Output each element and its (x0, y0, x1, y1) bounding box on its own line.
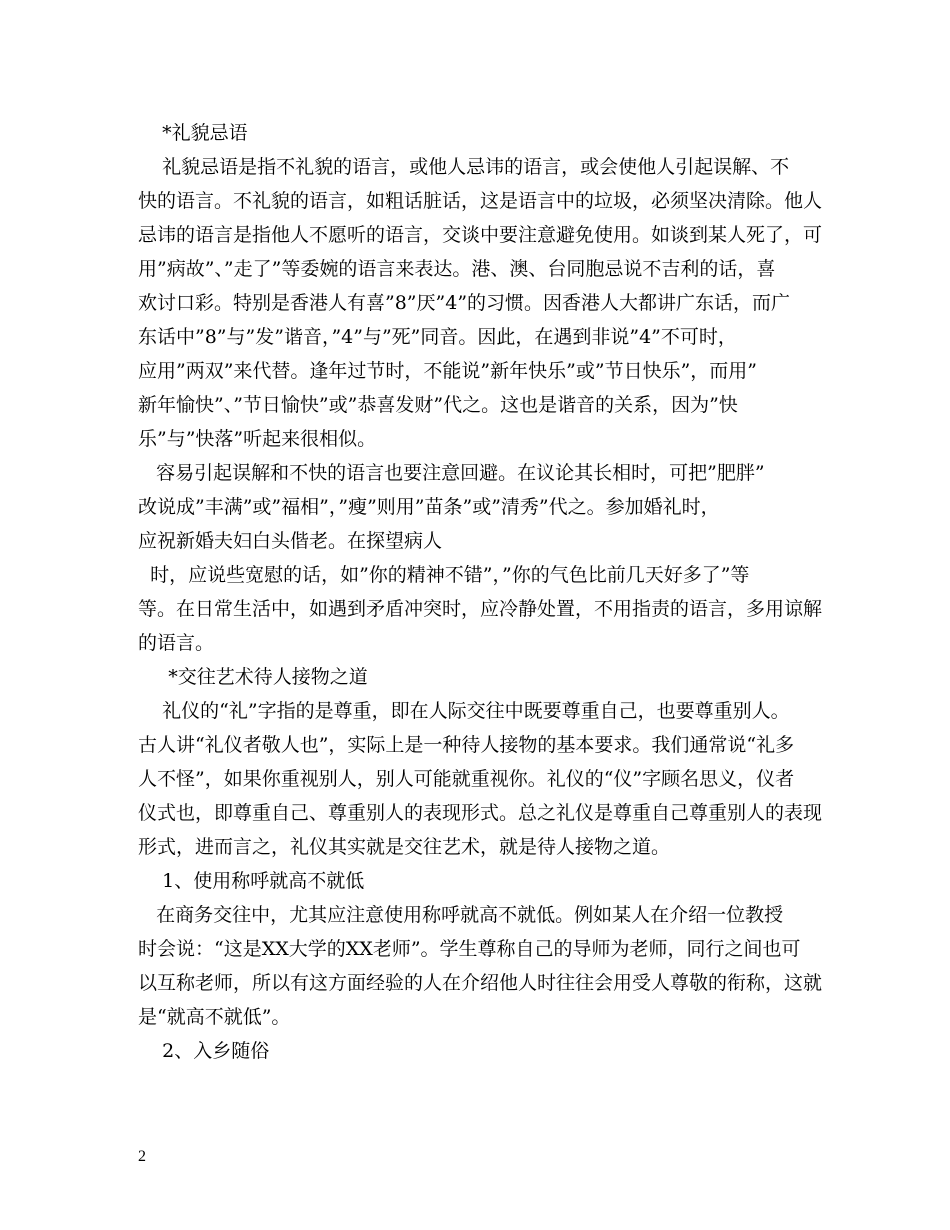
text-line: 新年愉快”、”节日愉快”或”恭喜发财”代之。这也是谐音的关系，因为”快 (138, 394, 738, 416)
text-line: 等。在日常生活中，如遇到矛盾冲突时，应冷静处置，不用指责的语言，多用谅解 (138, 598, 823, 620)
text-line: 容易引起误解和不快的语言也要注意回避。在议论其长相时，可把”肥胖” (138, 462, 765, 484)
text-line: 时会说：“这是XX大学的XX老师”。学生尊称自己的导师为老师，同行之间也可 (138, 938, 801, 960)
text-line: 古人讲“礼仪者敬人也”，实际上是一种待人接物的基本要求。我们通常说“礼多 (138, 734, 795, 756)
text-line: 时，应说些宽慰的话，如”你的精神不错”，”你的气色比前几天好多了”等 (138, 564, 750, 586)
text-line: 的语言。 (138, 632, 215, 654)
text-line: 东话中”8”与”发”谐音，”4”与”死”同音。因此，在遇到非说”4”不可时， (138, 326, 737, 348)
text-line: 忌讳的语言是指他人不愿听的语言，交谈中要注意避免使用。如谈到某人死了，可 (138, 224, 823, 246)
section-heading: *交往艺术待人接物之道 (138, 666, 368, 688)
text-line: 欢讨口彩。特别是香港人有喜”8”厌”4”的习惯。因香港人大都讲广东话，而广 (138, 292, 791, 314)
subheading: 2、入乡随俗 (138, 1040, 270, 1062)
subheading: 1、使用称呼就高不就低 (138, 870, 365, 892)
text-line: 形式，进而言之，礼仪其实就是交往艺术，就是待人接物之道。 (138, 836, 671, 858)
text-line: 乐”与”快落”听起来很相似。 (138, 428, 377, 450)
text-line: 用”病故”、”走了”等委婉的语言来表达。港、澳、台同胞忌说不吉利的话，喜 (138, 258, 776, 280)
section-heading: *礼貌忌语 (138, 122, 248, 144)
page-number: 2 (138, 1148, 146, 1165)
text-line: 礼貌忌语是指不礼貌的语言，或他人忌讳的语言，或会使他人引起误解、不 (138, 156, 790, 178)
text-line: 是“就高不就低”。 (138, 1006, 291, 1028)
text-line: 改说成”丰满”或”福相”，”瘦”则用”苗条”或”清秀”代之。参加婚礼时， (138, 496, 720, 518)
text-line: 人不怪”，如果你重视别人，别人可能就重视你。礼仪的“仪”字顾名思义，仪者 (138, 768, 795, 790)
text-line: 在商务交往中，尤其应注意使用称呼就高不就低。例如某人在介绍一位教授 (138, 904, 784, 926)
text-line: 以互称老师，所以有这方面经验的人在介绍他人时往往会用受人尊敬的衔称，这就 (138, 972, 823, 994)
text-line: 应祝新婚夫妇白头偕老。在探望病人 (138, 530, 443, 552)
text-line: 仪式也，即尊重自己、尊重别人的表现形式。总之礼仪是尊重自己尊重别人的表现 (138, 802, 823, 824)
text-line: 快的语言。不礼貌的语言，如粗话脏话，这是语言中的垃圾，必须坚决清除。他人 (138, 190, 823, 212)
text-line: 礼仪的“礼”字指的是尊重，即在人际交往中既要尊重自己，也要尊重别人。 (138, 700, 790, 722)
text-line: 应用”两双”来代替。逢年过节时，不能说”新年快乐”或”节日快乐”，而用” (138, 360, 757, 382)
